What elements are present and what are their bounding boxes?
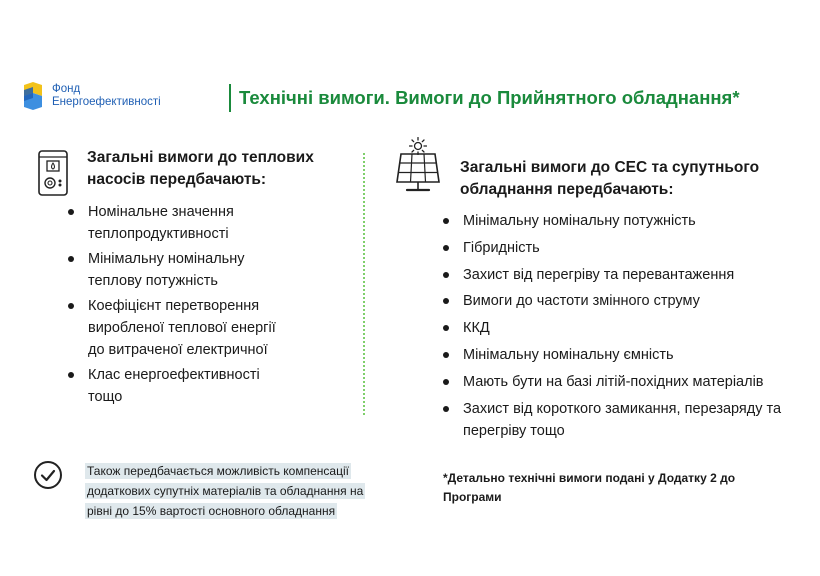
list-item bbox=[443, 371, 803, 393]
bullet-icon bbox=[443, 272, 449, 278]
column-divider bbox=[363, 153, 365, 415]
solar-list bbox=[443, 210, 803, 446]
list-item bbox=[443, 344, 803, 366]
item-line: теплову потужність bbox=[88, 273, 218, 289]
bullet-icon bbox=[443, 298, 449, 304]
bullet-icon bbox=[443, 245, 449, 251]
solar-panel-icon bbox=[395, 152, 441, 194]
item-text: Гібридність bbox=[463, 239, 540, 256]
compensation-note bbox=[85, 461, 385, 521]
list-item bbox=[443, 317, 803, 339]
title-accent-bar bbox=[229, 84, 231, 112]
item-text: Захист від короткого замикання, перезаряду та перегріву тощо bbox=[463, 400, 782, 439]
list-item bbox=[443, 290, 803, 312]
list-item bbox=[443, 210, 803, 232]
check-circle-icon bbox=[33, 460, 63, 490]
bullet-icon bbox=[68, 209, 74, 215]
item-line: Номінальне значення bbox=[88, 204, 234, 220]
heat-pumps-list bbox=[68, 201, 318, 411]
item-text: Вимоги до частоти змінного струму bbox=[463, 293, 700, 310]
list-item bbox=[68, 295, 318, 361]
item-line: до витраченої електричної bbox=[88, 342, 268, 358]
item-line: тощо bbox=[88, 389, 123, 405]
bullet-icon bbox=[443, 379, 449, 385]
bullet-icon bbox=[68, 256, 74, 262]
bullet-icon bbox=[443, 325, 449, 331]
bullet-icon bbox=[68, 303, 74, 309]
bullet-icon bbox=[443, 352, 449, 358]
list-item bbox=[68, 201, 318, 245]
item-text: ККД bbox=[463, 320, 490, 337]
bullet-icon bbox=[443, 218, 449, 224]
item-text: Захист від перегріву та перевантаження bbox=[463, 266, 735, 283]
logo-mark-icon bbox=[20, 82, 46, 110]
item-line: виробленої теплової енергії bbox=[88, 320, 276, 336]
footnote: *Детально технічні вимоги подані у Додатку 2 до Програми bbox=[443, 471, 736, 504]
logo-line-2: Енергоефективності bbox=[52, 96, 161, 108]
list-item bbox=[443, 264, 803, 286]
item-line: теплопродуктивності bbox=[88, 226, 229, 242]
item-line: Коефіцієнт перетворення bbox=[88, 298, 260, 314]
item-text: Мінімальну номінальну ємність bbox=[463, 346, 674, 363]
item-line: Мінімальну номінальну bbox=[88, 251, 245, 267]
fund-logo bbox=[20, 80, 210, 114]
bullet-icon bbox=[443, 406, 449, 412]
list-item bbox=[68, 364, 318, 408]
solar-heading: Загальні вимоги до СЕС та супутнього обладнання передбачають: bbox=[460, 159, 760, 198]
page-title: Технічні вимоги. Вимоги до Прийнятного обладнання* bbox=[239, 87, 740, 108]
logo-text bbox=[52, 83, 161, 109]
item-text: Мінімальну номінальну потужність bbox=[463, 213, 696, 229]
item-line: Клас енергоефективності bbox=[88, 367, 260, 383]
list-item bbox=[68, 248, 318, 292]
logo-line-1: Фонд bbox=[52, 83, 81, 95]
heat-pump-icon bbox=[38, 150, 68, 196]
bullet-icon bbox=[68, 372, 74, 378]
heat-pumps-heading: Загальні вимоги до теплових насосів передбачають: bbox=[87, 149, 314, 188]
note-text: Також передбачається можливість компенсації додаткових супутніх матеріалів та обладнання на рівні до 15% вартості основного обладнання bbox=[87, 464, 364, 518]
list-item bbox=[443, 398, 803, 442]
list-item bbox=[443, 237, 803, 259]
item-text: Мають бути на базі літій-похідних матеріалів bbox=[463, 373, 764, 390]
